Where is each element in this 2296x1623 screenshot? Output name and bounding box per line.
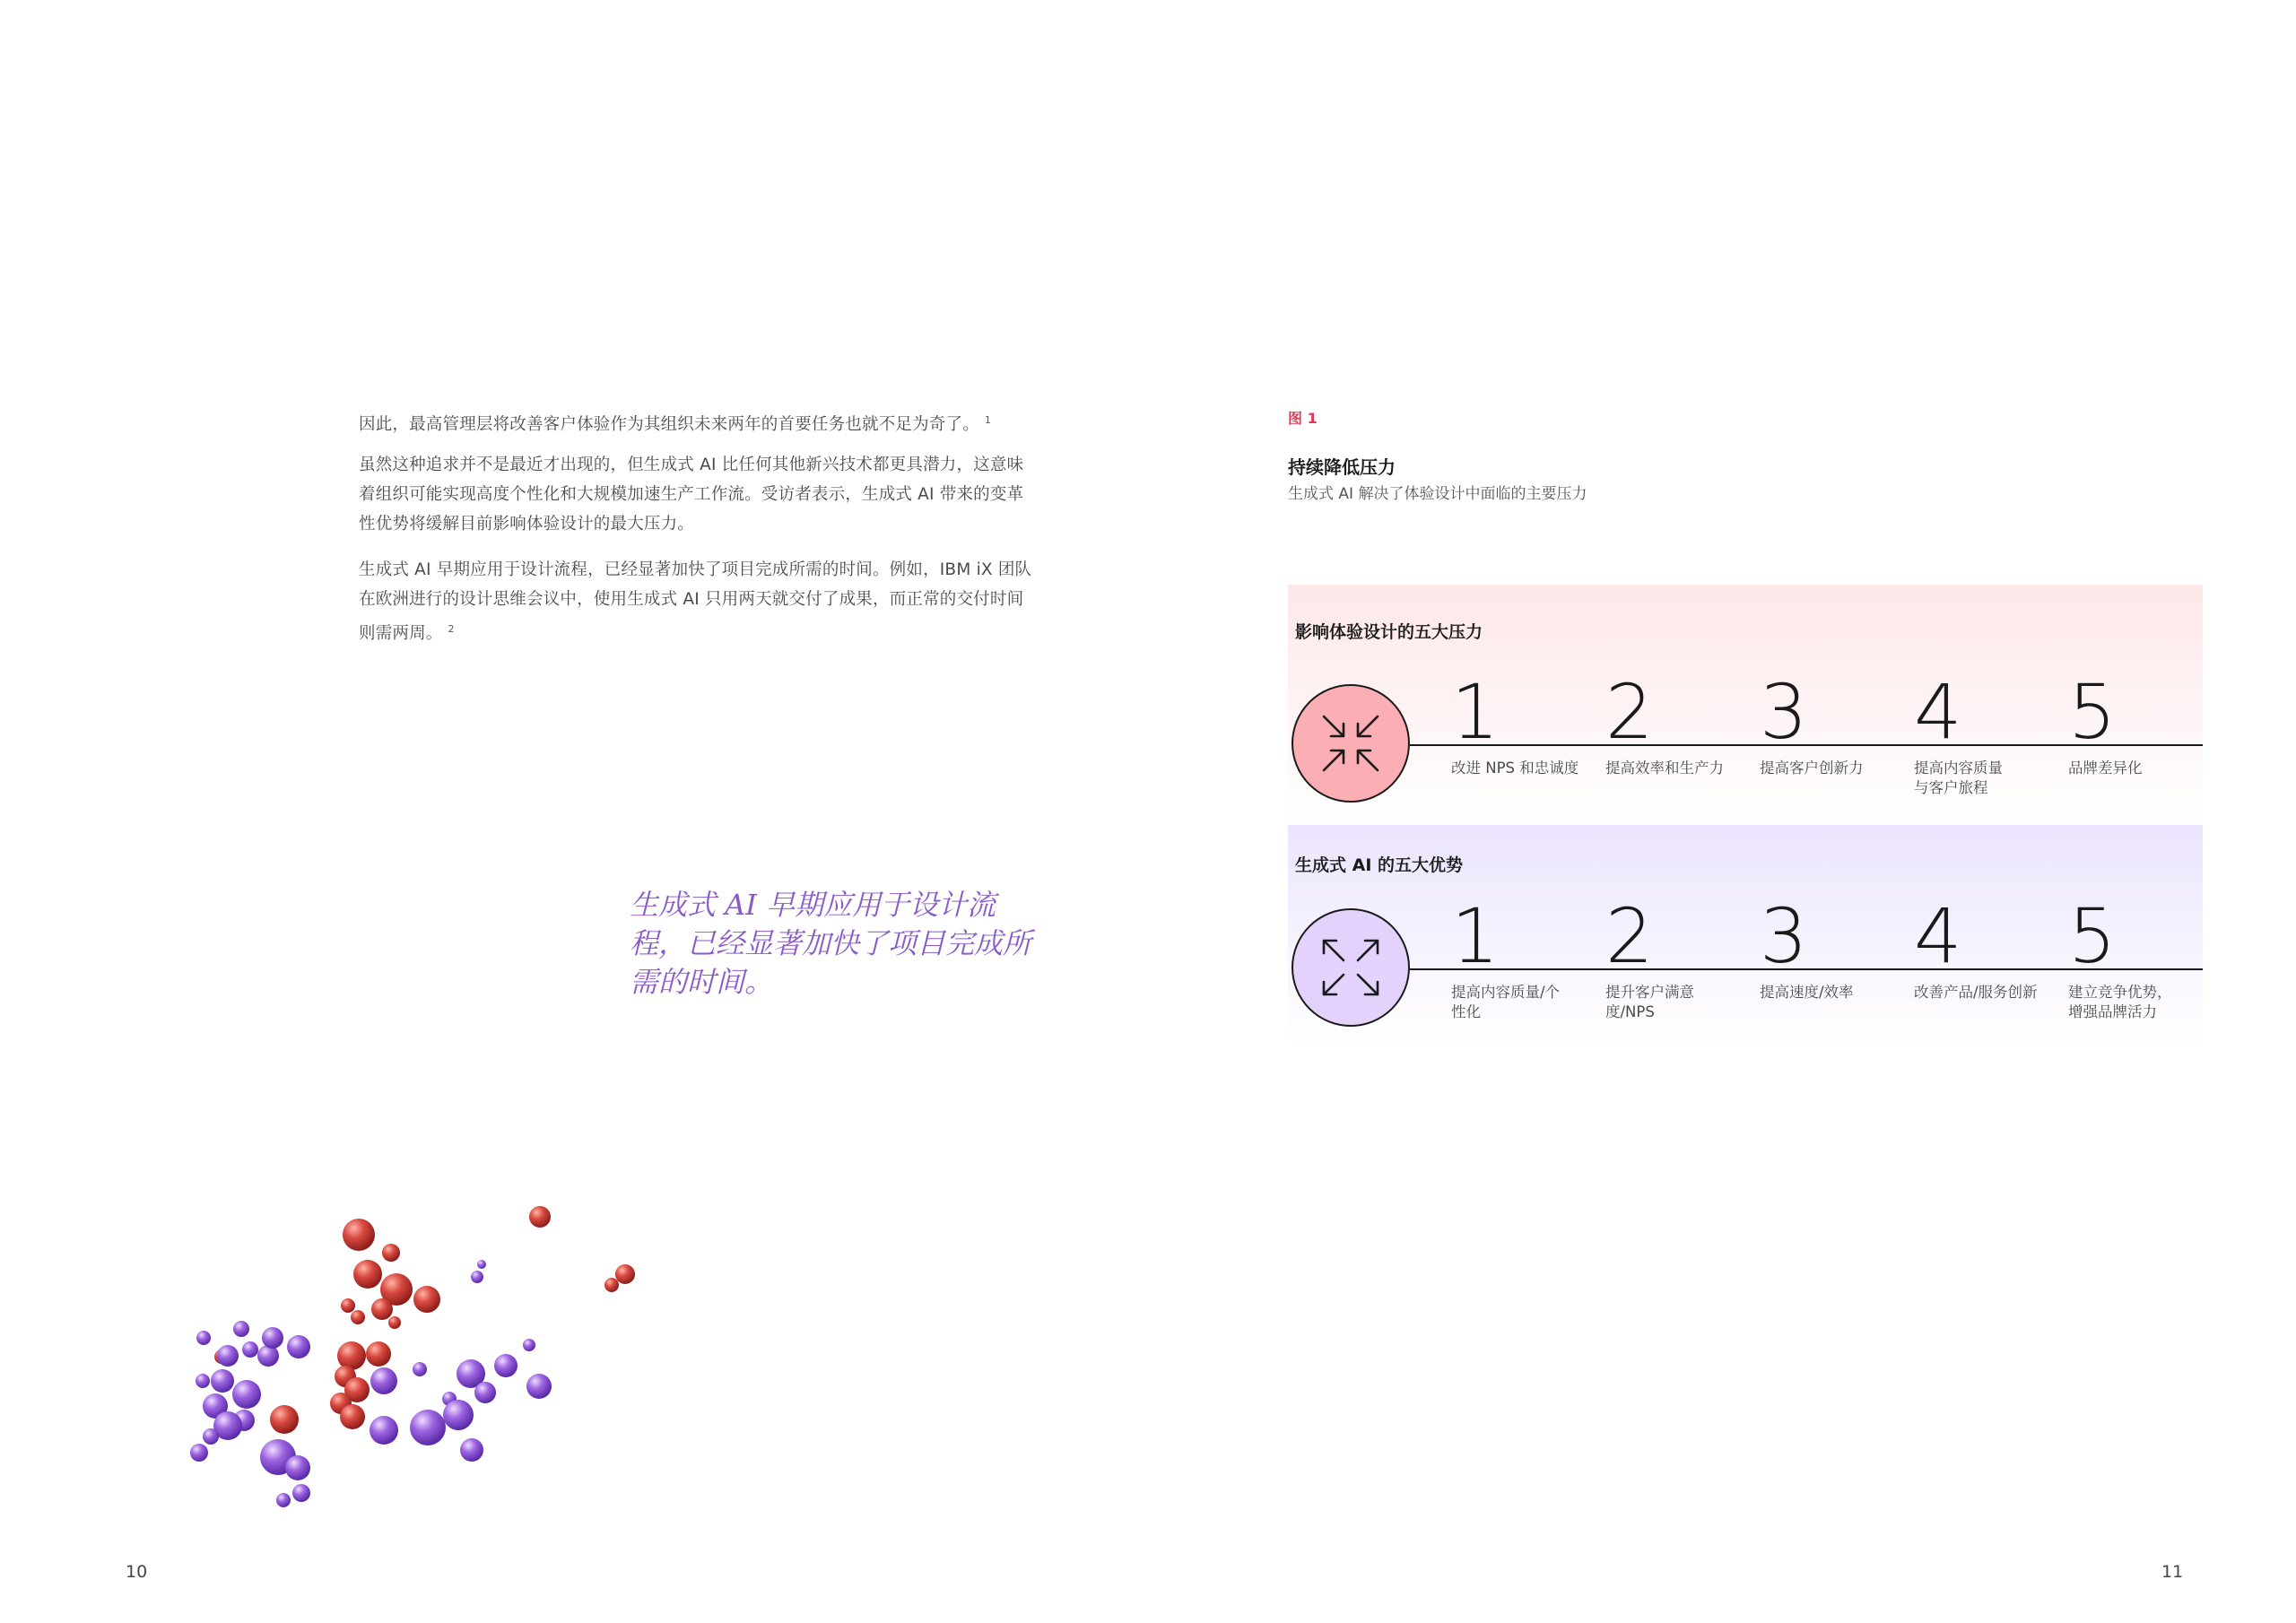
advantages-title: 生成式 AI 的五大优势 <box>1295 855 1464 875</box>
item-number: 1 <box>1451 668 1500 756</box>
pressures-icon-badge <box>1292 684 1410 803</box>
item-number: 3 <box>1760 668 1808 756</box>
item-number: 5 <box>2068 892 2117 980</box>
item-label: 提高速度/效率 <box>1760 984 1854 1001</box>
paragraph-text: 因此，最高管理层将改善客户体验作为其组织未来两年的首要任务也就不足为奇了。 <box>359 415 979 435</box>
item-label: 改进 NPS 和忠诚度 <box>1451 759 1579 777</box>
body-paragraph-3 <box>359 555 1033 648</box>
decorative-spheres-image <box>179 1193 646 1533</box>
body-paragraph-2 <box>359 450 1033 539</box>
item-number: 4 <box>1914 668 1962 756</box>
paragraph-text: 虽然这种追求并不是最近才出现的，但生成式 AI 比任何其他新兴技术都更具潜力，这意味着组织可能实现高度个性化和大规模加速生产工作流。受访者表示，生成式 AI 带来的变革性优势将缓解目前影响体验设计的最大压力。 <box>359 456 1024 534</box>
paragraph-text: 生成式 AI 早期应用于设计流程，已经显著加快了项目完成所需的时间。例如，IBM iX 团队在欧洲进行的设计思维会议中，使用生成式 AI 只用两天就交付了成果，而正常的交付时间则需两周。 <box>359 560 1032 644</box>
body-paragraph-1 <box>359 405 1033 439</box>
arrows-inward-icon <box>1315 707 1387 779</box>
page-number-left: 10 <box>126 1562 148 1582</box>
figure-subtitle: 生成式 AI 解决了体验设计中面临的主要压力 <box>1288 485 1587 503</box>
item-number: 2 <box>1605 892 1654 980</box>
item-label: 改善产品/服务创新 <box>1914 984 2038 1001</box>
item-number: 2 <box>1605 668 1654 756</box>
item-label: 建立竞争优势，增强品牌活力 <box>2068 984 2172 1020</box>
item-label: 提升客户满意度/NPS <box>1605 984 1694 1020</box>
footnote-marker[interactable]: 2 <box>448 623 455 635</box>
item-number: 1 <box>1451 892 1500 980</box>
footnote-marker[interactable]: 1 <box>984 414 992 426</box>
item-label: 提高效率和生产力 <box>1605 759 1724 777</box>
item-label: 品牌差异化 <box>2068 759 2143 777</box>
item-label: 提高客户创新力 <box>1760 759 1864 777</box>
figure-title: 持续降低压力 <box>1288 456 1396 478</box>
item-label: 提高内容质量与客户旅程 <box>1914 759 2003 796</box>
pressures-section <box>1288 585 2203 822</box>
item-number: 4 <box>1914 892 1962 980</box>
item-number: 3 <box>1760 892 1808 980</box>
page-number-right: 11 <box>2161 1562 2184 1582</box>
pull-quote: 生成式 AI 早期应用于设计流程，已经显著加快了项目完成所需的时间。 <box>630 888 1032 999</box>
item-number: 5 <box>2068 668 2117 756</box>
item-label: 提高内容质量/个性化 <box>1451 984 1561 1020</box>
advantages-icon-badge <box>1292 908 1410 1027</box>
figure-label: 图 1 <box>1288 410 1318 427</box>
pressures-title: 影响体验设计的五大压力 <box>1295 622 1483 642</box>
arrows-outward-icon <box>1315 932 1387 1003</box>
advantages-section <box>1288 825 2203 1045</box>
